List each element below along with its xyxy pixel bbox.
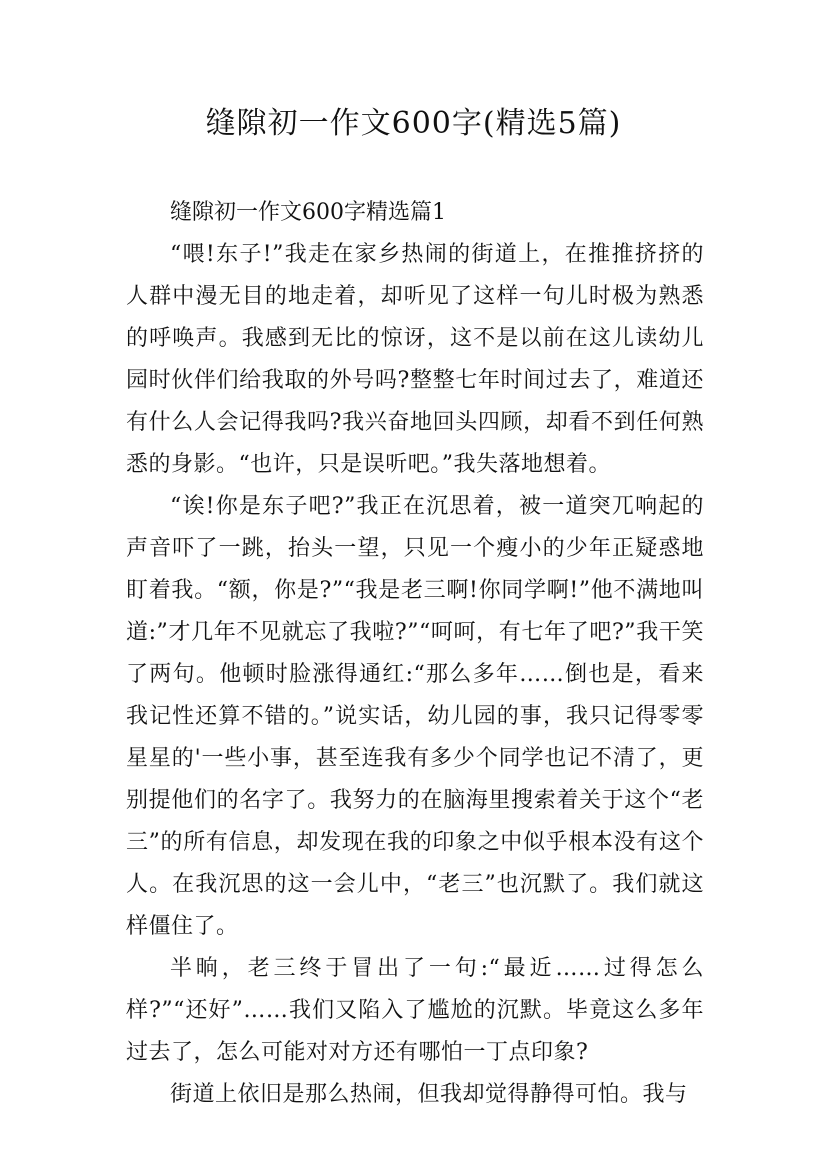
paragraph-4: 街道上依旧是那么热闹，但我却觉得静得可怕。我与: [170, 1082, 688, 1107]
paragraph-2: “诶!你是东子吧?”我正在沉思着，被一道突兀响起的声音吓了一跳，抬头一望，只见一个瘦小的少年正疑惑地盯着我。“额，你是?”“我是老三啊!你同学啊!”他不满地叫道:”才几年不见就忘了我啦?”“呵呵，有七年了吧?”我干笑了两句。他顿时脸涨得通红:“那么多年……倒也是，看来我记性还算不错的。”说实话，幼儿园的事，我只记得零零星星的'一些小事，甚至连我有多少个同学也记不清了，更别提他们的名字了。我努力的在脑海里搜索着关于这个“老三”的所有信息，却发现在我的印象之中似乎根本没有这个人。在我沉思的这一会儿中，“老三”也沉默了。我们就这样僵住了。: [126, 494, 704, 939]
article-body: [126, 192, 704, 1116]
paragraph-1: “喂!东子!”我走在家乡热闹的街道上，在推推挤挤的人群中漫无目的地走着，却听见了这样一句儿时极为熟悉的呼唤声。我感到无比的惊讶，这不是以前在这儿读幼儿园时伙伴们给我取的外号吗?整整七年时间过去了，难道还有什么人会记得我吗?我兴奋地回头四顾，却看不到任何熟悉的身影。“也许，只是误听吧。”我失落地想着。: [126, 242, 704, 477]
paragraph-3: 半晌，老三终于冒出了一句:“最近……过得怎么样?”“还好”……我们又陷入了尴尬的沉默。毕竟这么多年过去了，怎么可能对对方还有哪怕一丁点印象?: [126, 956, 704, 1065]
article-subtitle: 缝隙初一作文600字精选篇1: [170, 200, 446, 225]
document-title: 缝隙初一作文600字(精选5篇): [205, 106, 622, 141]
